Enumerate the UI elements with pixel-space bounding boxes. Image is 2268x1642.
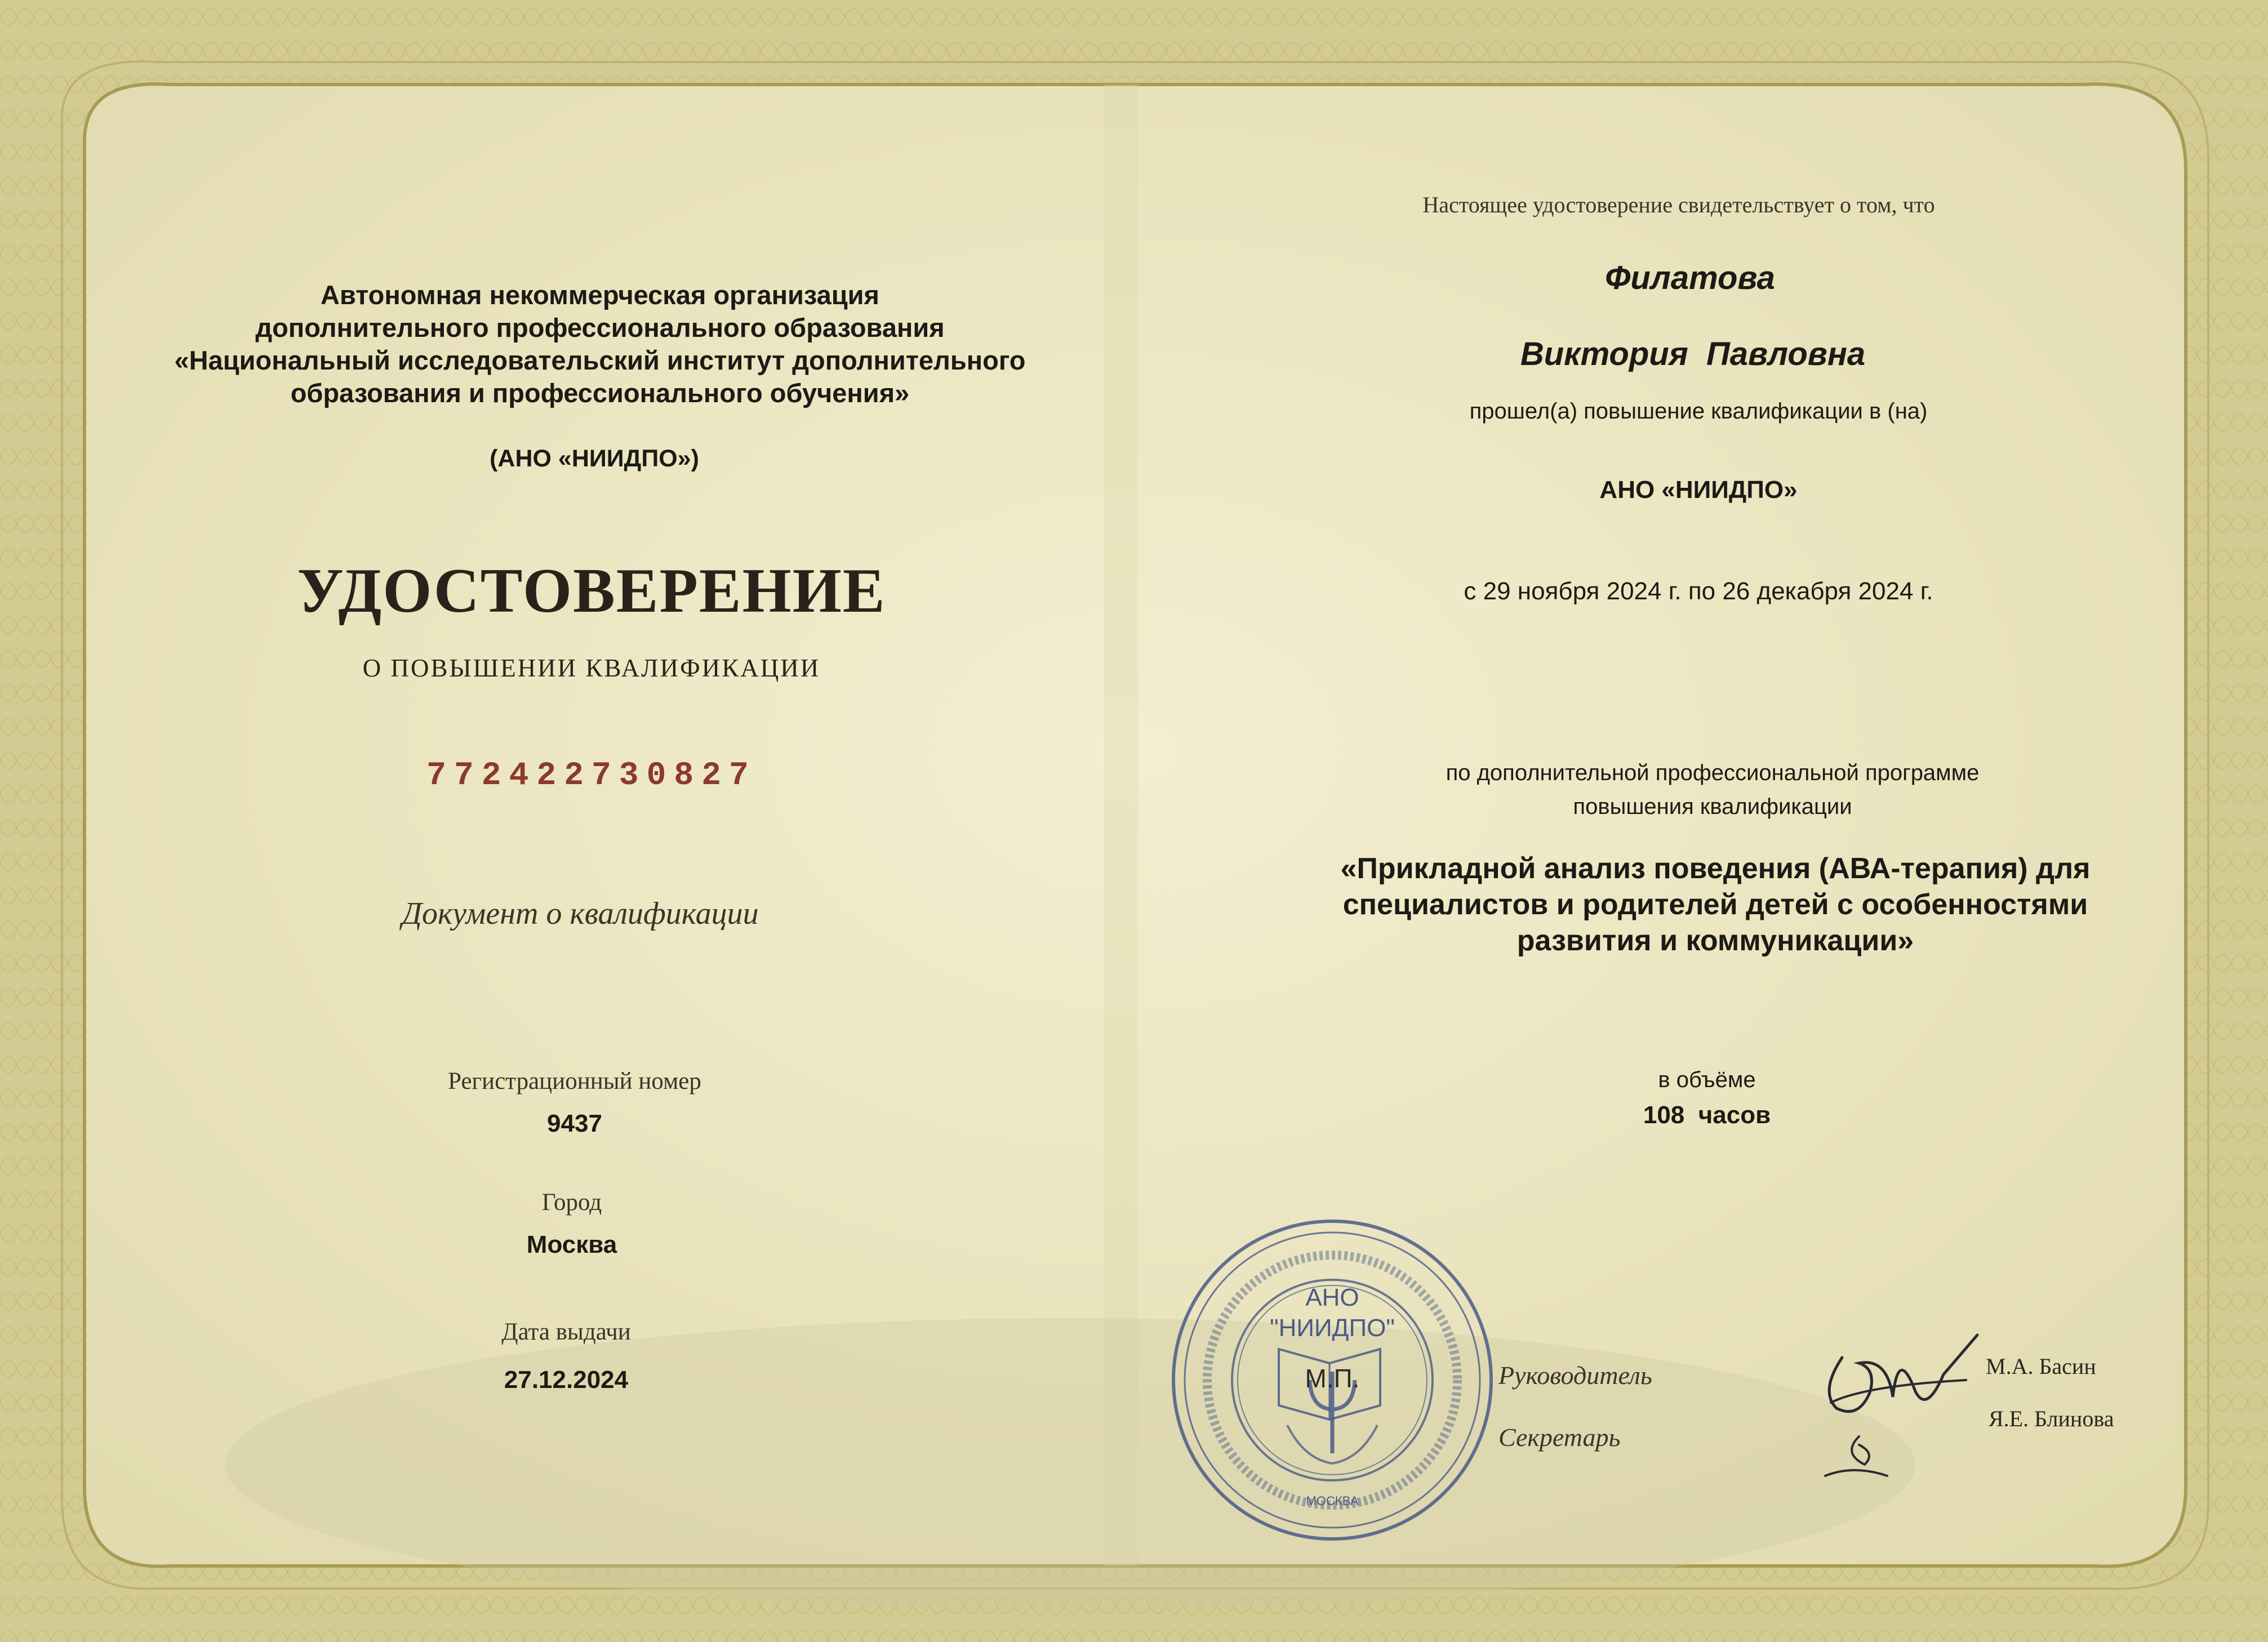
document-type: Документ о квалификации bbox=[402, 896, 759, 931]
certificate-title: УДОСТОВЕРЕНИЕ bbox=[297, 556, 886, 626]
issue-date-label: Дата выдачи bbox=[501, 1319, 631, 1345]
volume-label: в объёме bbox=[1658, 1067, 1756, 1092]
secretary-name: Я.Е. Блинова bbox=[1989, 1406, 2114, 1431]
program-title-line-1: «Прикладной анализ поведения (АВА-терапия) для bbox=[1340, 852, 2091, 885]
recipient-surname: Филатова bbox=[1605, 260, 1775, 296]
certificate-subtitle: О ПОВЫШЕНИИ КВАЛИФИКАЦИИ bbox=[362, 654, 821, 682]
program-title-line-2: специалистов и родителей детей с особенностями bbox=[1342, 888, 2088, 921]
program-intro-2: повышения квалификации bbox=[1573, 794, 1852, 819]
program-intro-1: по дополнительной профессиональной программе bbox=[1446, 760, 1980, 785]
institution-name: АНО «НИИДПО» bbox=[1599, 476, 1798, 504]
seal-line-2: "НИИДПО" bbox=[1270, 1314, 1395, 1342]
registration-value: 9437 bbox=[547, 1110, 602, 1137]
volume-value: 108 часов bbox=[1643, 1101, 1771, 1129]
seal-mp: М.П. bbox=[1305, 1364, 1360, 1393]
issue-date-value: 27.12.2024 bbox=[504, 1366, 629, 1394]
serial-number: 772422730827 bbox=[426, 758, 757, 794]
head-name: М.А. Басин bbox=[1986, 1354, 2096, 1379]
secretary-role: Секретарь bbox=[1498, 1423, 1621, 1452]
recipient-given-names: Виктория Павловна bbox=[1520, 336, 1866, 372]
seal-line-1: АНО bbox=[1305, 1284, 1359, 1311]
intro-text: Настоящее удостоверение свидетельствует о том, что bbox=[1422, 192, 1935, 217]
org-short-name: (АНО «НИИДПО») bbox=[490, 445, 699, 472]
study-period: с 29 ноября 2024 г. по 26 декабря 2024 г. bbox=[1464, 577, 1933, 605]
handwritten-signature bbox=[1808, 1324, 1989, 1487]
head-role: Руководитель bbox=[1498, 1361, 1652, 1390]
official-seal bbox=[1163, 1211, 1501, 1549]
org-line-3: «Национальный исследовательский институт дополнительного bbox=[174, 345, 1026, 375]
seal-bottom: МОСКВА bbox=[1306, 1494, 1359, 1508]
city-label: Город bbox=[541, 1189, 602, 1216]
program-title-line-3: развития и коммуникации» bbox=[1517, 924, 1914, 957]
city-value: Москва bbox=[526, 1231, 617, 1258]
registration-label: Регистрационный номер bbox=[448, 1068, 701, 1094]
org-line-1: Автономная некоммерческая организация bbox=[321, 280, 879, 310]
org-line-2: дополнительного профессионального образования bbox=[255, 313, 945, 342]
passed-text: прошел(а) повышение квалификации в (на) bbox=[1469, 399, 1928, 424]
org-line-4: образования и профессионального обучения» bbox=[290, 378, 910, 408]
